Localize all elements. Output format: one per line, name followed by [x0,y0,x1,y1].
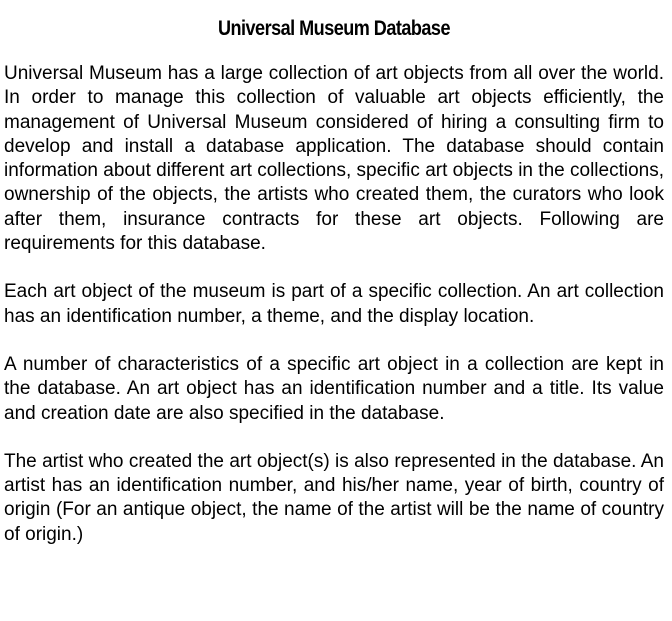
paragraph-art-collection: Each art object of the museum is part of a specific collection. An art collection has an identification number, a theme, and the display location. [4,281,664,327]
paragraph-artist: The artist who created the art object(s) is also represented in the database. An artist has an identification number, and his/her name, year of birth, country of origin (For an antique object, the name of the artist will be the name of country of origin.) [4,450,664,545]
paragraph-intro: Universal Museum has a large collection of art objects from all over the world. In order to manage this collection of valuable art objects efficiently, the management of Universal Museum considered of hiring a consulting firm to develop and install a database application. The database should contain information about different art collections, specific art objects in the collections, ownership of the objects, the artists who created them, the curators who look after them, insurance contracts for these art objects. Following are requirements for this database. [4,63,664,255]
document-title: Universal Museum Database [217,17,451,40]
paragraph-art-object: A number of characteristics of a specific art object in a collection are kept in the database. An art object has an identification number and a title. Its value and creation date are also specified in the database. [4,353,664,424]
